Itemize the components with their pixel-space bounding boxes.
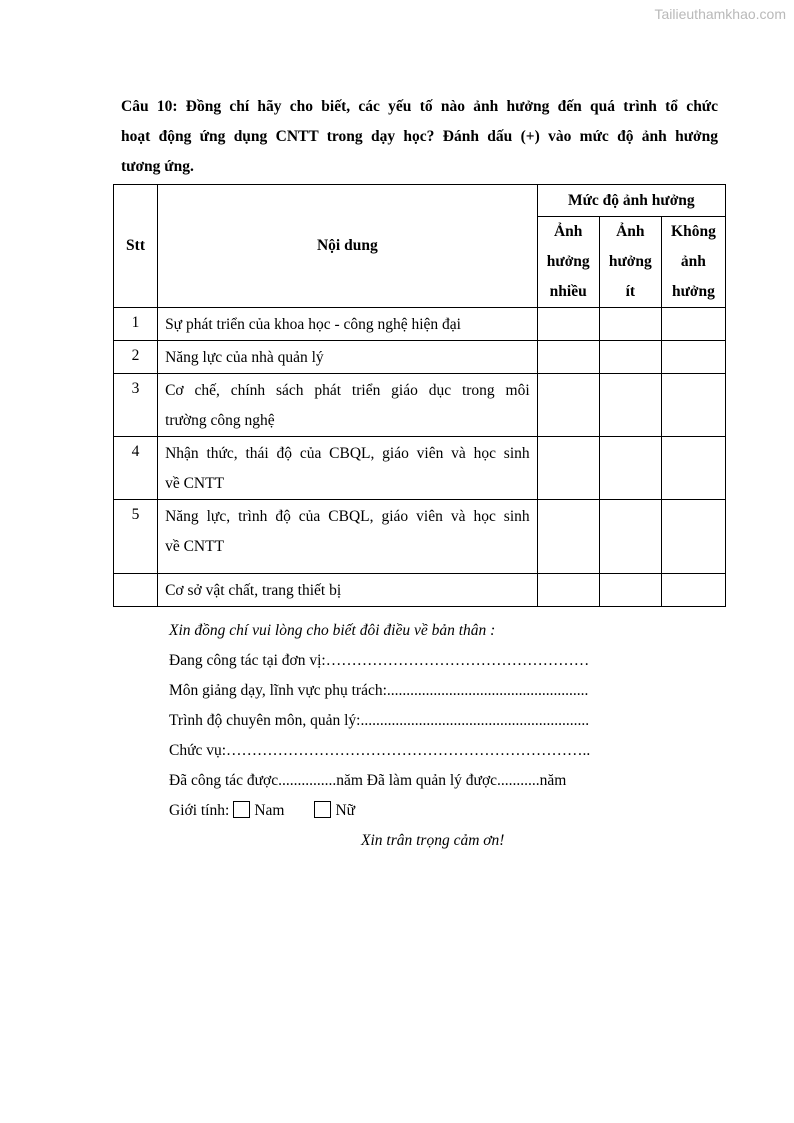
row-content-line: Cơ chế, chính sách phát triển giáo dục trong môi	[165, 382, 530, 399]
male-checkbox[interactable]	[233, 801, 250, 818]
thank-you-note: Xin trân trọng cảm ơn!	[361, 832, 505, 849]
mark-cell-high[interactable]	[537, 500, 599, 574]
row-content-line: Năng lực, trình độ của CBQL, giáo viên và học sinh	[165, 508, 530, 525]
gender-label: Giới tính:	[169, 802, 230, 819]
row-content	[158, 341, 538, 374]
table-row	[114, 574, 726, 607]
row-content-line: Sự phát triển của khoa học - công nghệ hiện đại	[165, 316, 461, 333]
header-level-low-line: hưởng	[608, 253, 652, 270]
male-label: Nam	[254, 802, 285, 819]
question-line-2: hoạt động ứng dụng CNTT trong dạy học? Đánh dấu (+) vào mức độ ảnh hưởng	[121, 128, 718, 145]
row-content	[158, 574, 538, 607]
header-level-none-line: Không	[671, 223, 716, 240]
female-checkbox[interactable]	[314, 801, 331, 818]
survey-table	[113, 184, 726, 607]
mark-cell-low[interactable]	[599, 341, 661, 374]
header-level-none-line: hưởng	[671, 283, 715, 300]
mark-cell-low[interactable]	[599, 374, 661, 437]
row-content-line: Năng lực của nhà quản lý	[165, 349, 324, 366]
row-content	[158, 374, 538, 437]
mark-cell-high[interactable]	[537, 308, 599, 341]
info-years-field[interactable]: Đã công tác được...............năm Đã làm quản lý được...........năm	[169, 772, 567, 789]
mark-cell-low[interactable]	[599, 500, 661, 574]
row-content-line: về CNTT	[165, 538, 225, 555]
header-level-high-line: nhiều	[549, 283, 587, 300]
mark-cell-high[interactable]	[537, 574, 599, 607]
mark-cell-none[interactable]	[661, 374, 725, 437]
question-text	[121, 92, 718, 182]
row-stt: 1	[114, 308, 158, 341]
row-content	[158, 500, 538, 574]
mark-cell-high[interactable]	[537, 374, 599, 437]
row-stt: 5	[114, 500, 158, 574]
mark-cell-none[interactable]	[661, 437, 725, 500]
female-label: Nữ	[335, 802, 356, 819]
row-stt: 4	[114, 437, 158, 500]
header-impact-level: Mức độ ảnh hưởng	[537, 185, 725, 217]
row-content	[158, 437, 538, 500]
table-row	[114, 374, 726, 437]
table-row	[114, 308, 726, 341]
info-intro: Xin đồng chí vui lòng cho biết đôi điều về bản thân :	[169, 622, 496, 639]
gender-row	[169, 796, 649, 826]
mark-cell-high[interactable]	[537, 341, 599, 374]
row-content	[158, 308, 538, 341]
row-content-line: Nhận thức, thái độ của CBQL, giáo viên và học sinh	[165, 445, 530, 462]
header-level-high-line: Ảnh	[553, 223, 583, 240]
row-content-line: về CNTT	[165, 475, 225, 492]
mark-cell-none[interactable]	[661, 500, 725, 574]
header-level-low	[599, 217, 661, 308]
personal-info-section	[169, 616, 649, 826]
mark-cell-low[interactable]	[599, 437, 661, 500]
info-position-field[interactable]: Chức vụ:……………………………………………………………..	[169, 742, 591, 759]
info-qualification-field[interactable]: Trình độ chuyên môn, quản lý:...........................................................	[169, 712, 590, 729]
row-stt	[114, 574, 158, 607]
table-row	[114, 437, 726, 500]
info-unit-field[interactable]: Đang công tác tại đơn vị:……………………………………………	[169, 652, 590, 669]
mark-cell-none[interactable]	[661, 341, 725, 374]
row-stt: 2	[114, 341, 158, 374]
question-line-1: Câu 10: Đồng chí hãy cho biết, các yếu tố nào ảnh hưởng đến quá trình tổ chức	[121, 98, 718, 115]
mark-cell-low[interactable]	[599, 574, 661, 607]
header-level-none	[661, 217, 725, 308]
row-content-line: Cơ sở vật chất, trang thiết bị	[165, 582, 342, 599]
row-stt: 3	[114, 374, 158, 437]
mark-cell-none[interactable]	[661, 574, 725, 607]
watermark: Tailieuthamkhao.com	[654, 6, 786, 22]
header-level-high-line: hưởng	[546, 253, 590, 270]
mark-cell-high[interactable]	[537, 437, 599, 500]
header-level-high	[537, 217, 599, 308]
table-row	[114, 341, 726, 374]
header-stt: Stt	[114, 185, 158, 308]
header-content: Nội dung	[158, 185, 538, 308]
header-level-low-line: Ảnh	[616, 223, 645, 240]
row-content-line: trường công nghệ	[165, 412, 275, 429]
header-level-low-line: ít	[625, 283, 636, 300]
table-row	[114, 500, 726, 574]
mark-cell-low[interactable]	[599, 308, 661, 341]
header-level-none-line: ảnh	[680, 253, 706, 270]
question-line-3: tương ứng.	[121, 158, 194, 175]
mark-cell-none[interactable]	[661, 308, 725, 341]
info-subject-field[interactable]: Môn giảng dạy, lĩnh vực phụ trách:....................................................	[169, 682, 589, 699]
